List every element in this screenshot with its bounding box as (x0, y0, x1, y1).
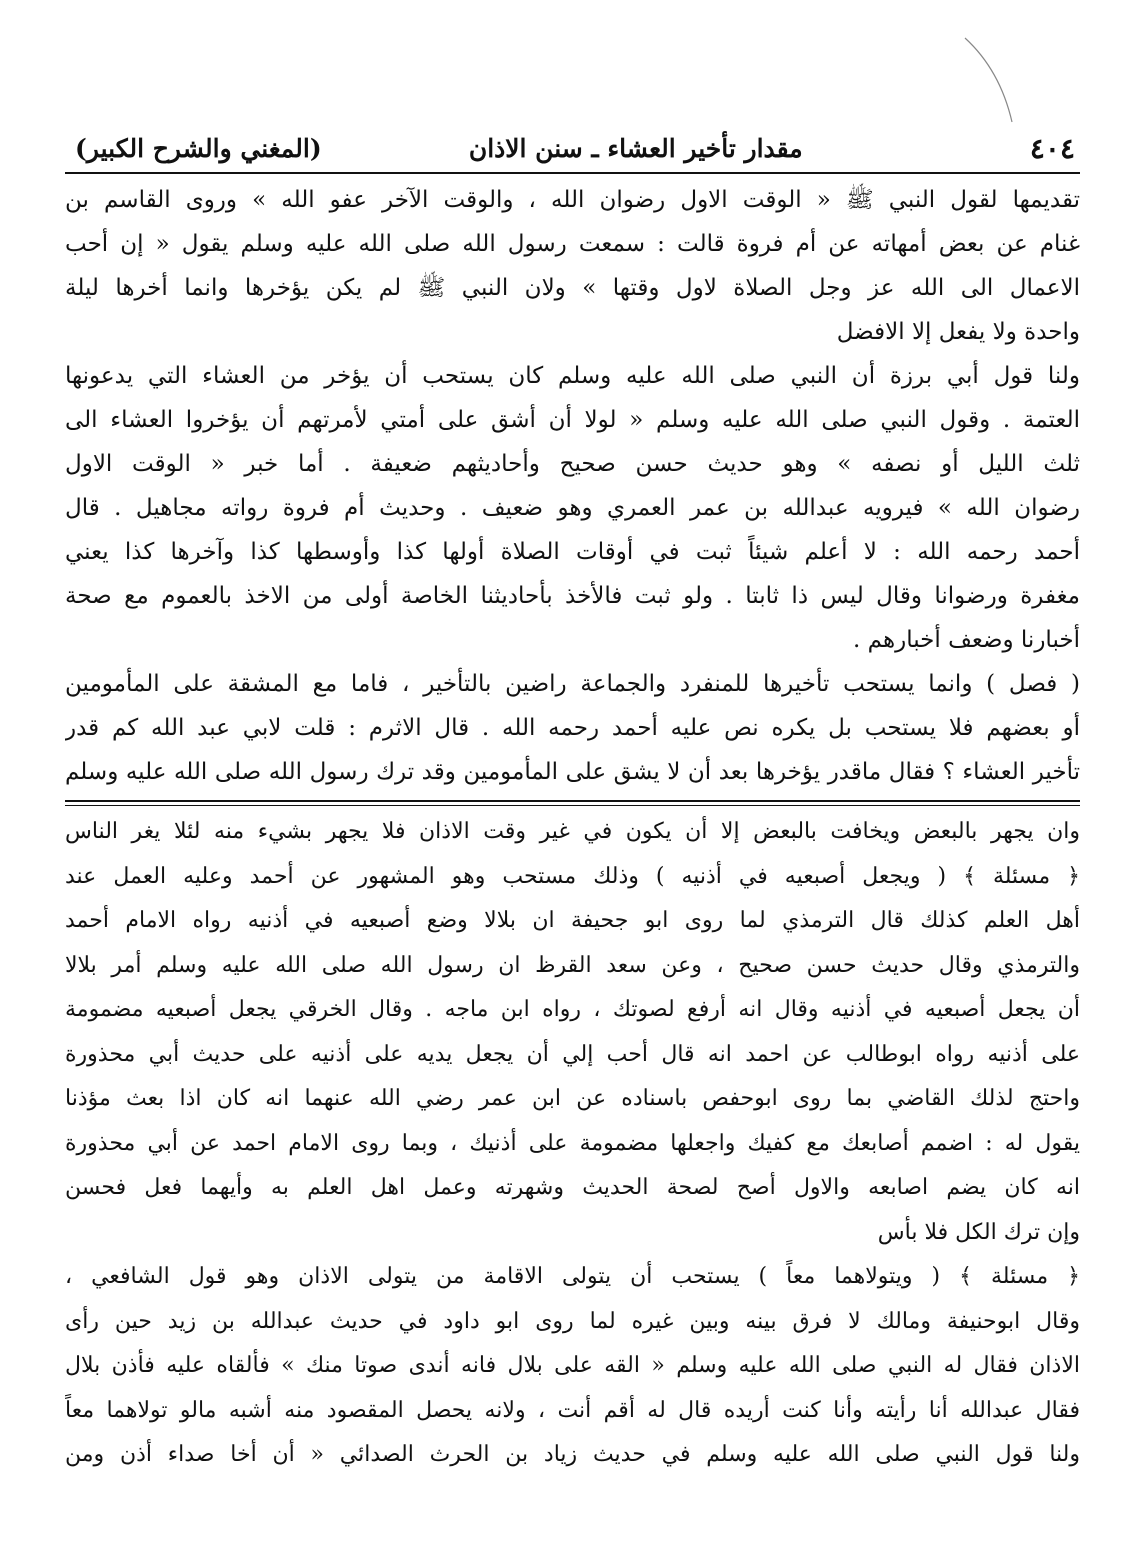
text-line: أهل العلم كذلك قال الترمذي لما روى ابو جحيفة ان بلالا وضع أصبعيه في أذنيه رواه الامام أحمد (65, 908, 1080, 933)
text-line: ﴿ مسئلة ﴾ ( ويتولاهما معاً ) يستحب أن يتولى الاقامة من يتولى الاذان وهو قول الشافعي ، (65, 1264, 1080, 1289)
text-line: فقال عبدالله أنا رأيته وأنا كنت أريده قال له أقم أنت ، ولانه يحصل المقصود منه أشبه مالو تولاهما معاً (65, 1397, 1080, 1423)
text-line: الاعمال الى الله عز وجل الصلاة لاول وقتها » ولان النبي ﷺ لم يكن يؤخرها وانما أخرها ليلة (65, 275, 1080, 301)
text-line: يقول له : اضمم أصابعك مع كفيك واجعلها مضمومة على أذنيك ، وبما روى الامام احمد عن أبي محذورة (65, 1130, 1080, 1156)
section-divider (65, 800, 1080, 802)
book-title: (المغني والشرح الكبير) (75, 134, 322, 163)
text-line: ﴿ مسئلة ﴾ ( ويجعل أصبعيه في أذنيه ) وذلك مستحب وهو المشهور عن أحمد وعليه العمل عند (65, 863, 1080, 889)
text-line: واحتج لذلك القاضي بما روى ابوحفص باسناده عن ابن عمر رضي الله عنهما انه كان اذا بعث مؤذنا (65, 1086, 1080, 1111)
text-line: أحمد رحمه الله : لا أعلم شيئاً ثبت في أوقات الصلاة أولها كذا وأوسطها كذا وآخرها كذا يعني (65, 539, 1080, 565)
text-line: ولنا قول النبي صلى الله عليه وسلم في حديث زياد بن الحرث الصدائي « أن أخا صداء أذن ومن (65, 1442, 1080, 1467)
text-line: العتمة . وقول النبي صلى الله عليه وسلم « لولا أن أشق على أمتي لأمرتهم أن يؤخروا العشاء الى (65, 407, 1080, 433)
scan-margin-mark (960, 0, 1040, 140)
text-line: مغفرة ورضوانا وقال ليس ذا ثابتا . ولو ثبت فالأخذ بأحاديثنا الخاصة أولى من الاخذ بالعموم مع صحة (65, 583, 1080, 609)
text-line: تأخير العشاء ؟ فقال ماقدر يؤخرها بعد أن لا يشق على المأمومين وقد ترك رسول الله صلى الله عليه وسلم (65, 759, 1080, 785)
text-line: ثلث الليل أو نصفه » وهو حديث حسن صحيح وأحاديثهم ضعيفة . أما خبر « الوقت الاول (65, 451, 1080, 477)
text-line: أخبارنا وضعف أخبارهم . (853, 627, 1080, 653)
text-line: وإن ترك الكل فلا بأس (877, 1219, 1080, 1245)
text-line: ولنا قول أبي برزة أن النبي صلى الله عليه وسلم كان يستحب أن يؤخر من العشاء التي يدعونها (65, 363, 1080, 389)
page-number: ٤٠٤ (1029, 132, 1075, 165)
page-header (75, 128, 1075, 170)
main-text (65, 178, 1080, 794)
text-line: أو بعضهم فلا يستحب بل يكره نص عليه أحمد رحمه الله . قال الاثرم : قلت لابي عبد الله كم قدر (65, 715, 1080, 741)
text-line: على أذنيه رواه ابوطالب عن احمد انه قال أحب إلي أن يجعل يديه على أذنيه على حديث أبي محذورة (65, 1041, 1080, 1067)
text-line: غنام عن بعض أمهاته عن أم فروة قالت : سمعت رسول الله صلى الله عليه وسلم يقول « إن أحب (65, 231, 1080, 257)
text-line: واحدة ولا يفعل إلا الافضل (836, 319, 1080, 345)
text-line: وقال ابوحنيفة ومالك لا فرق بينه وبين غيره لما روى ابو داود في حديث عبدالله بن زيد حين رأى (65, 1308, 1080, 1334)
text-line: الاذان فقال له النبي صلى الله عليه وسلم « القه على بلال فانه أندى صوتا منك » فألقاه عليه فأذن بلال (65, 1353, 1080, 1378)
running-title: مقدار تأخير العشاء ـ سنن الاذان (468, 134, 803, 163)
header-rule (65, 172, 1080, 174)
text-line: والترمذي وقال حديث حسن صحيح ، وعن سعد القرظ ان رسول الله صلى الله عليه وسلم أمر بلالا (65, 952, 1080, 978)
section-divider-thin (65, 805, 1080, 806)
text-line: ( فصل ) وانما يستحب تأخيرها للمنفرد والجماعة راضين بالتأخير ، فاما مع المشقة على المأمومين (65, 671, 1080, 697)
text-line: تقديمها لقول النبي ﷺ « الوقت الاول رضوان الله ، والوقت الآخر عفو الله » وروى القاسم بن (65, 187, 1080, 213)
text-line: أن يجعل أصبعيه في أذنيه وقال انه أرفع لصوتك ، رواه ابن ماجه . وقال الخرقي يجعل أصبعيه مضمومة (65, 997, 1080, 1022)
text-line: انه كان يضم اصابعه والاول أصح لصحة الحديث وشهرته وعمل اهل العلم به وأيهما فعل فحسن (65, 1175, 1080, 1200)
commentary-text (65, 810, 1080, 1478)
text-line: رضوان الله » فيرويه عبدالله بن عمر العمري وهو ضعيف . وحديث أم فروة رواته مجاهيل . قال (65, 495, 1080, 521)
text-line: وان يجهر بالبعض ويخافت بالبعض إلا أن يكون في غير وقت الاذان فلا يجهر بشيء منه لئلا يغر الناس (65, 819, 1080, 844)
